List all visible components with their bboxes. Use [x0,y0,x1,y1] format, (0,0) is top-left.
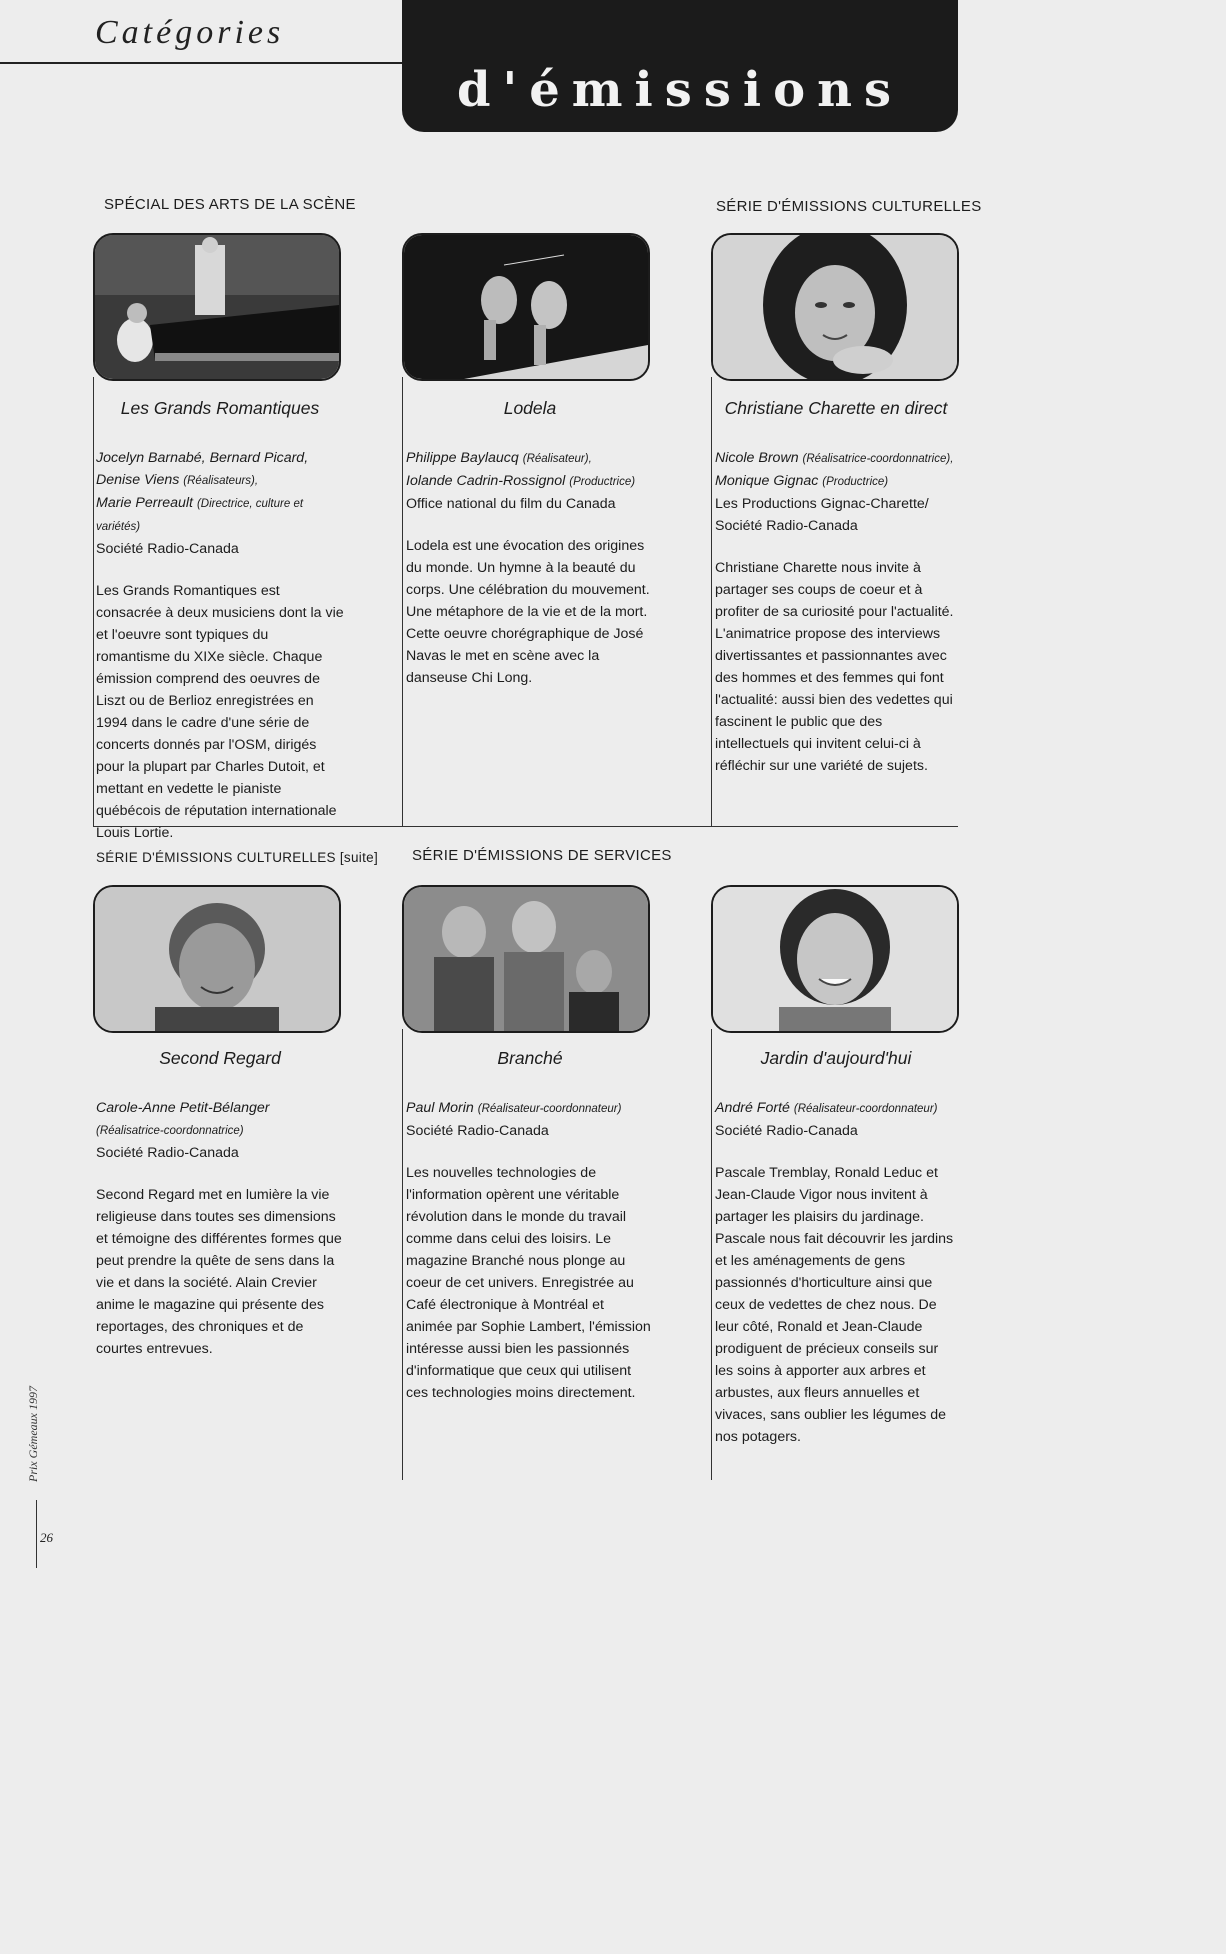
credit-producer: Société Radio-Canada [715,518,858,534]
entry-christiane-charette [715,396,957,777]
entry-jardin-d-aujourd-hui [715,1046,957,1448]
photo-dancers [402,233,650,381]
entry-credits [96,1097,344,1164]
credit-producer: Office national du film du Canada [406,496,616,512]
entry-second-regard [96,1046,344,1360]
credit-names: Marie Perreault [96,495,193,511]
section-label-culturelles: SÉRIE D'ÉMISSIONS CULTURELLES [716,198,982,215]
credit-names: Paul Morin [406,1100,474,1116]
credit-producer: Les Productions Gignac-Charette/ [715,496,929,512]
entry-description: Les Grands Romantiques est consacrée à deux musiciens dont la vie et l'oeuvre sont typiques du romantisme du XIXe siècle. Chaque émission comprend des oeuvres de Liszt ou de Berlioz enregistrées en 1994 dans le cadre d'une série de concerts donnés par l'OSM, dirigés pour la plupart par Charles Dutoit, et mettant en vedette le pianiste québécois de réputation internationale Louis Lortie. [96,583,344,841]
entry-title: Second Regard [159,1048,281,1068]
credit-role: (Réalisateur-coordonnateur) [793,1103,938,1115]
entry-description: Second Regard met en lumière la vie religieuse dans toutes ses dimensions et témoigne des différentes formes que peut prendre la quête de sens dans la vie et dans la société. Alain Crevier anime le magazine qui présente des reportages, des chroniques et de courtes entrevues. [96,1187,342,1357]
credit-names: Carole-Anne Petit-Bélanger [96,1100,270,1116]
credit-names: Monique Gignac [715,473,819,489]
column-divider-mid-row1 [402,377,403,826]
credit-producer: Société Radio-Canada [406,1123,549,1139]
header-banner [402,0,958,132]
header-word-categories: Catégories [95,14,285,51]
photo-pianist [93,233,341,381]
credit-names: Denise Viens [96,472,180,488]
credit-names: Iolande Cadrin-Rossignol [406,473,566,489]
entry-title: Les Grands Romantiques [120,398,320,418]
entry-title: Lodela [503,398,557,418]
photo-jardin-host [711,885,959,1033]
entry-branche [406,1046,654,1404]
publication-name: Prix Gémeaux 1997 [26,1386,40,1482]
credit-role: (Réalisateurs), [183,475,259,487]
credit-producer: Société Radio-Canada [715,1123,858,1139]
credit-role: (Réalisatrice-coordonnatrice), [802,453,954,465]
entry-credits [96,447,344,560]
photo-christiane-charette [711,233,959,381]
column-divider-mid-row2 [402,1029,403,1480]
credit-producer: Société Radio-Canada [96,1145,239,1161]
entry-title: Branché [497,1048,563,1068]
section-label-arts-scene: SPÉCIAL DES ARTS DE LA SCÈNE [104,196,356,213]
entry-description: Les nouvelles technologies de l'information opèrent une véritable révolution dans le monde du travail comme dans celui des loisirs. Le magazine Branché nous plonge au coeur de cet univers. Enregistrée au Café électronique à Montréal et animée par Sophie Lambert, l'émission intéresse aussi bien les passionnés d'informatique que ceux qui utilisent ces technologies moins directement. [406,1165,651,1401]
entry-credits [406,447,654,515]
header-title: d'émissions [456,62,904,118]
column-divider-right-row1 [711,377,712,826]
header-rule [0,62,402,64]
credit-role: (Productrice) [822,476,889,488]
entry-description: Pascale Tremblay, Ronald Leduc et Jean-Claude Vigor nous invitent à partager les plaisirs du jardinage. Pascale nous fait découvrir les jardins et les aménagements de gens passionnés d'horticulture ainsi que ceux de vedettes de chez nous. De leur côté, Ronald et Jean-Claude prodiguent de précieux conseils sur les soins à apporter aux arbres et arbustes, aux fleurs annuelles et vivaces, sans oublier les légumes de nos potagers. [715,1165,954,1445]
credit-names: André Forté [715,1100,790,1116]
credit-role: (Réalisateur), [522,453,592,465]
entry-credits [715,447,957,537]
credit-names: Philippe Baylaucq [406,450,519,466]
credit-role: (Directrice, culture et variétés) [96,498,304,533]
photo-branche-hosts [402,885,650,1033]
entry-description: Lodela est une évocation des origines du monde. Un hymne à la beauté du corps. Une célébration du mouvement. Une métaphore de la vie et de la mort. Cette oeuvre chorégraphique de José Navas le met en scène avec la danseuse Chi Long. [406,538,650,686]
page-number-rule [36,1500,37,1568]
entry-lodela [406,396,654,689]
entry-title: Jardin d'aujourd'hui [760,1048,912,1068]
entry-description: Christiane Charette nous invite à partager ses coups de coeur et à profiter de sa curiosité pour l'actualité. L'animatrice propose des interviews divertissantes et passionnantes avec des hommes et des femmes qui font l'actualité: aussi bien des vedettes qui fascinent le public que des intellectuels qui invitent celui-ci à réfléchir sur une variété de sujets. [715,560,954,774]
column-divider-right-row2 [711,1029,712,1480]
credit-role: (Réalisateur-coordonnateur) [477,1103,622,1115]
credit-names: Nicole Brown [715,450,799,466]
credit-producer: Société Radio-Canada [96,541,239,557]
photo-second-regard-host [93,885,341,1033]
page-number: 26 [40,1530,53,1545]
credit-role: (Productrice) [569,476,636,488]
entry-title: Christiane Charette en direct [724,398,948,418]
credit-names: Jocelyn Barnabé, Bernard Picard, [96,450,309,466]
credit-role: (Réalisatrice-coordonnatrice) [96,1125,244,1137]
entry-les-grands-romantiques [96,396,344,844]
entry-credits [715,1097,957,1142]
column-divider-left-row1 [93,377,94,826]
section-label-services: SÉRIE D'ÉMISSIONS DE SERVICES [412,847,672,864]
section-label-culturelles-suite: SÉRIE D'ÉMISSIONS CULTURELLES [suite] [96,850,379,865]
entry-credits [406,1097,654,1142]
